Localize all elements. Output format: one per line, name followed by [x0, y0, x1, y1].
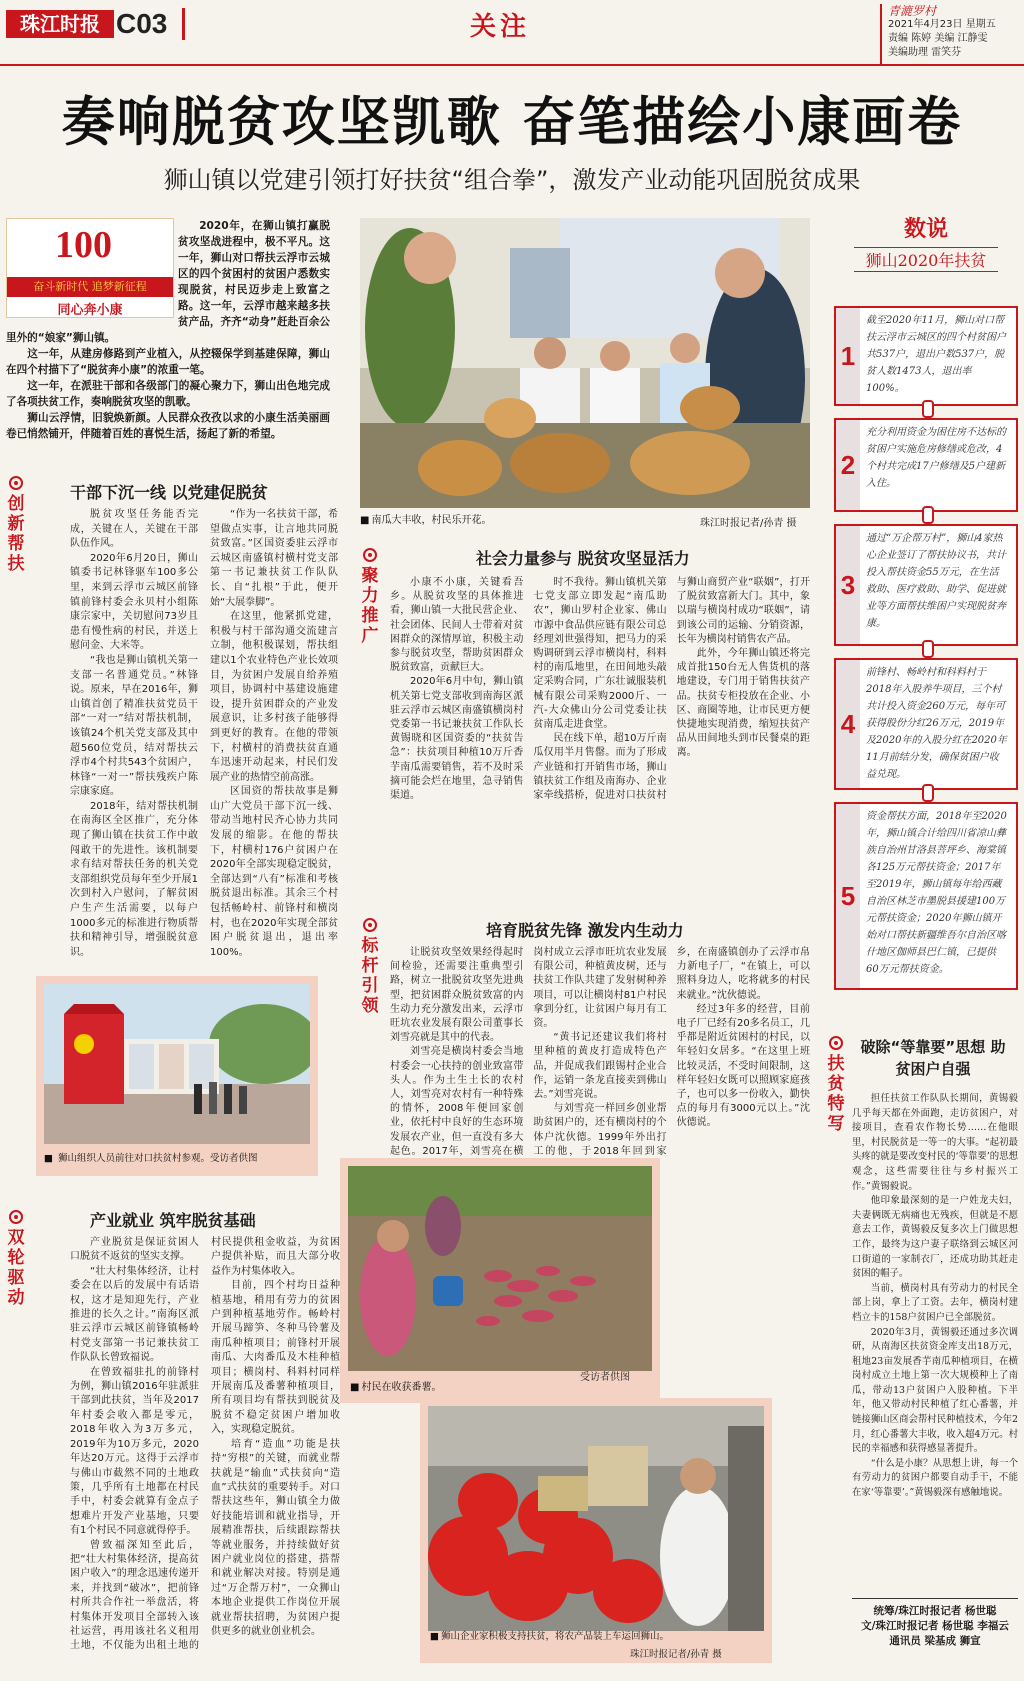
credits: [852, 1604, 1018, 1649]
section3-p3: “黄书记还建议我们将村里种植的黄皮打造成特色产品，并促成我们跟锡村企业合作，运销一条龙直接卖到佛山去。”刘雪亮说。: [533, 1032, 667, 1101]
intro-p1: 2020年，在狮山镇打赢脱贫攻坚战进程中，极不平凡。这一年，狮山对口帮扶云浮市云城区的四个贫困村的贫困户悉数实现脱贫，村民迈步走上致富之路。这一年，云浮市越来越多扶贫产品，齐齐“动身”赶赴百余公里外的“娘家”狮山镇。: [6, 220, 330, 344]
section3-p4: 与刘雪亮一样回乡创业帮助贫困户的，还有横岗村的个体户沈伙德。1999年外出打工的他，于2018年回到家乡，在南盛镇创办了云浮市帛力新电子厂，“在镇上，可以照料身边人，吃将就多的村民来就业。”沈伙德说。: [533, 947, 810, 1157]
section3-p5: 经过3年多的经营，目前电子厂已经有20多名员工，几乎都是附近贫困村的村民，以年轻妇女居多。“在这里上班比较灵活，不受时间限制，这样年轻妇女既可以照顾家庭孩子，也可以多一份收入，勤快点的每月有3000元以上。”沈伙德说。: [676, 1003, 810, 1129]
page-number: C03: [116, 8, 168, 39]
tag-dot-icon: [363, 918, 377, 932]
logo-caption: 同心奔小康: [57, 303, 123, 318]
data-item-number: 3: [836, 526, 860, 644]
data-item-text: 截至2020年11月，狮山对口帮扶云浮市云城区的四个村贫困户共537户，退出户数537户，脱贫人数1473人，退出率100%。: [866, 315, 1006, 394]
section4-p2: “壮大村集体经济，让村委会在以后的发展中有话语权，这才是知迎先行，产业推进的长久之计。”南海区派驻云浮市云城区前锋镇畅岭村党支部第一书记兼扶贫工作队队长曾致福说。: [70, 1265, 199, 1364]
signature: 青漉罗村: [888, 4, 937, 18]
intro-p3: 这一年，在派驻干部和各级部门的凝心聚力下，狮山出色地完成了各项扶贫工作，奏响脱贫攻坚的凯歌。: [6, 380, 330, 408]
photo3-caption: ■ 村民在收获番薯。: [350, 1381, 441, 1395]
section3-title: 培育脱贫先锋 激发内生动力: [486, 921, 684, 940]
pumpkin-harvest-image: [360, 218, 810, 508]
section1-p7: 区国资的帮扶故事是狮山广大党员干部下沉一线、带动当地村民齐心协力共同发展的缩影。在他的帮扶下，村横村176户贫困户在2020年全部实现稳定脱贫，全部达到“八有”标准和考核脱贫退出标准。其余三个村包括畅岭村、前锋村和横岗村，也在2020年实现全部贫困户脱贫退出，退出率100%。: [210, 786, 338, 958]
datapanel-title: 数说: [903, 216, 948, 242]
issue-date: 2021年4月23日 星期五: [888, 19, 996, 30]
tag-feature: [826, 1036, 846, 1134]
truck-loading-image: [428, 1406, 764, 1631]
section4-p3: 在曾致福驻扎的前锋村为例，狮山镇2016年驻派驻干部到此扶贫，当年及2017年村委会收入都是零元，2018年收入为3万多元，2019年为10万多元，2020年达20万元。这得于云浮市与佛山市截然不同的土地政策，几乎所有土地都在村民手中，村委会就算有金点子想难片开发产业基地，只要有1个村民不同意就得停手。: [70, 1366, 199, 1537]
section1-p6: 在这里，他紧抓党建，积极与村干部沟通交流建言立制，他积极谋划，帮扶组建以1个农业特色产业长效项目，为贫困户发展自给养殖项目，协调村中基建设施建设，提升贫困群众的产业发展意识，让多村孩子能够得到更好的教育。在他的带领下，村横村的消费扶贫直通车迅速开动起来，村民们发展产业的热情空前高涨。: [210, 611, 338, 783]
photo-truck-frame: [420, 1398, 772, 1663]
section5-p4: 2020年3月，黄锡毅还通过多次调研，从南海区扶贫资金库支出18万元，租地23亩发展香芋南瓜种植项目，在横岗村成立土地上第一次大规模种上了南瓜，带动13户贫困户入股种植。下半年，他又带动村民种植了红心番薯，并链接狮山区商会帮村民种植技术，今年2月，红心番薯大丰收，收入超4万元。村民的幸福感和获得感显著提升。: [852, 1326, 1018, 1455]
photo-pumpkin-harvest: [360, 218, 810, 508]
data-item-number: 2: [836, 420, 860, 510]
photo-sweet-potato-frame: [340, 1158, 660, 1403]
data-item-text: 充分利用资金为困住房不达标的贫困户实施危房修缮或危改，4个村共完成17户修缮及5户建新入住。: [866, 427, 1006, 489]
photo2-caption-text: 狮山组织人员前往对口扶贫村参观。: [58, 1153, 211, 1164]
section2-p2: 2020年6月中旬，狮山镇机关第七党支部收到南海区派驻云浮市云城区南盛镇横岗村党委第一书记兼扶贫工作队长黄锡晓和区国资委的“扶贫告急”：扶贫项目种植10万斤香芋南瓜需要销售，若不及时采摘可能会烂在地里，急寻销售渠道。: [390, 676, 524, 802]
credits-line2: 文/珠江时报记者 杨世聪 李福云: [861, 1620, 1009, 1632]
data-item-number: 1: [836, 308, 860, 404]
sweet-potato-image: [348, 1166, 652, 1371]
section2-p4: 民在线下单，超10万斤南瓜仅用半月售罄。而为了形成产业链和打开销售市场，狮山镇扶贫工作组及南海办、企业家牵线搭桥，促进对口扶贫村与狮山商贸产业“联姻”，打开了脱贫致富新大门。其中，象以瑞与横岗村成功“联姻”，请到该公司的运输、分销资源，长年为横岗村销售农产品。: [533, 577, 810, 802]
data-item-4: [834, 658, 1018, 790]
data-item-text: 前锋村、畅岭村和科料村于2018年入股养牛项目，三个村共计投入资金260万元，每年可获得股份分红26万元，2019年及2020年的入股分红在2020年11月前结分发，确保贫困户收益兑现。: [866, 667, 1007, 780]
section4-tag: 双轮驱动: [7, 1228, 25, 1308]
masthead-rule: [0, 64, 1024, 66]
meta-divider: [880, 4, 882, 64]
tag-dot-icon: [363, 548, 377, 562]
credits-line3: 通讯员 梁基成 狮宣: [889, 1635, 981, 1647]
intro-p4: 狮山云浮情，旧貌焕新颜。人民群众孜孜以求的小康生活美丽画卷已悄然铺开，伴随着百姓的喜悦生活，扬起了新的希望。: [6, 412, 330, 440]
tag-innovation: [6, 476, 26, 574]
paper-logo: 珠江时报: [6, 10, 114, 38]
section4-p4: 曾致福深知至此后，把“壮大村集体经济，提高贫困户收入”的理念迅速传递开来，并找到“破冰”，把前锋村所共合作社一举盘活，将村集体开发项目全部转入该社运营，再用该社名义租用土地，不仅能为出租土地的村民提供租金收益，为贫困户提供补贴，而且大部分收益作为村集体收入。: [70, 1237, 340, 1652]
section5-title: 破除“等靠要”思想 助贫困户自强: [860, 1038, 1006, 1078]
section4-p5: 目前，四个村均日益种植基地，稍用有劳力的贫困户到种植基地劳作。畅岭村开展马蹄笋、冬种马铃薯及南瓜种植项目；前锋村开展南瓜、大肉番瓜及木桂种植项目；横岗村、科料村同样开展南瓜及番薯种植项目，所有项目均有帮扶到脱贫及脱贫不稳定贫困户增加收入，实现稳定脱贫。: [211, 1280, 340, 1436]
data-item-number: 5: [836, 804, 860, 988]
visit-image: [44, 984, 310, 1144]
masthead-divider: [182, 8, 185, 40]
section1-text: [70, 508, 338, 966]
photo3-credit: 受访者供图: [580, 1372, 630, 1383]
section5-p5: “什么是小康？从思想上讲，每一个有劳动力的贫困户都要自动手干，不能在家‘等靠要’。”黄锡毅深有感触地说。: [852, 1457, 1018, 1499]
photo4-credit: 珠江时报记者/孙青 摄: [630, 1649, 722, 1660]
binder-ring-icon: [922, 640, 934, 658]
section4-title: 产业就业 筑牢脱贫基础: [90, 1211, 256, 1230]
page-meta: [888, 4, 1018, 60]
photo1-credit: 珠江时报记者/孙青 摄: [700, 518, 797, 529]
data-item-text: 资金帮扶方面，2018年至2020年，狮山镇合计给四川省凉山彝族自治州甘洛县菩坪乡、海棠镇各125万元帮扶资金；2017年至2019年，狮山镇每年给西藏自治区林芝市墨脱县援建100万元帮扶资金；2020年狮山镇开始对口帮扶新疆维吾尔自治区喀什地区伽师县巴仁镇，已提供60万元帮扶资金。: [866, 811, 1007, 975]
photo-visit-frame: [36, 976, 318, 1176]
photo1-caption: ■ 南瓜大丰收，村民乐开花。: [360, 514, 660, 528]
datapanel-subtitle: 狮山2020年扶贫: [854, 247, 998, 272]
section2-text: [390, 576, 810, 894]
section2-p5: 此外，今年狮山镇还将完成首批150台无人售货机的落地建设，专门用于销售扶贫产品。扶贫专柜投放在企业、小区、商圈等地，让市民更方便快捷地实现消费，缩短扶贫产品从田间地头到市民餐桌的距离。: [676, 648, 810, 759]
section5-text: [852, 1092, 1018, 1592]
section1-tag: 创新帮扶: [7, 494, 25, 574]
tag-dot-icon: [829, 1036, 843, 1050]
section2-p3: 时不我待。狮山镇机关第七党支部立即发起“南瓜助农”，狮山罗村企业家、佛山市源中食品供应链有限公司总经理刘世强得知，把马力的采购调研到云浮市横岗村，科料村的南瓜地里，在田间地头敲定采购合同，广东壮诚服装机械有限公司采购2000斤、一汽-大众佛山分公司党委让扶贫南瓜走进食堂。: [533, 577, 667, 731]
page-subhead: 狮山镇以党建引领打好扶贫“组合拳”，激发产业动能巩固脱贫成果: [163, 166, 861, 194]
tag-benchmark: [360, 918, 380, 1016]
section4-text: [70, 1236, 340, 1674]
section2-p1: 小康不小康，关键看吾乡。从脱贫攻坚的具体推进看，狮山镇一大批民营企业、社会团体、民间人士带着对贫困群众的深情厚谊，积极主动参与脱贫攻坚，帮助贫困群众脱贫致富，贡献巨大。: [390, 577, 524, 674]
section3-p1: 让脱贫攻坚效果经得起时间检验，还需要注重典型引路，树立一批脱贫攻坚先进典型，把贫困群众脱贫致富的内生动力充分激发出来，云浮市旺坑农业发展有限公司董事长刘雪亮就是其中的代表。: [390, 947, 524, 1044]
photo4-caption: ■ 狮山企业家积极支持扶贫，将农产品装上车运回狮山。: [430, 1630, 669, 1644]
binder-ring-icon: [922, 400, 934, 418]
logo-spacer: [6, 218, 178, 320]
centenary-number: 100: [55, 224, 112, 266]
section-name: 关注: [470, 12, 531, 42]
section3-p2: 刘雪亮是横岗村委会当地村委会一心扶持的创业致富带头人。作为土生土长的农村人，刘雪亮对农村有一种特殊的情怀，2008年便回家创业，依托村中良好的生态环境发展农产业，但一直没有多大起色。2017年，刘雪亮在横岗村成立云浮市旺坑农业发展有限公司，种植黄皮树，还与扶贫工作队共建了发射树种养项目，可以让横岗村81户村民拿到分红，让贫困户每月有工资。: [390, 947, 667, 1157]
data-item-text: 通过“万企帮万村”，狮山4家热心企业签订了帮扶协议书，共计投入帮扶资金55万元，在生活救助、医疗救助、助学、促进就业等方面帮扶维困户实现脱贫奔康。: [866, 533, 1006, 629]
section4-p6: 培育“造血”功能是扶持“穷根”的关键，而就业帮扶就是“输血”式扶贫向“造血”式扶贫的重要转手。对口帮扶这些年，狮山镇全力做好技能培训和就业指导，开展精准帮扶，后续跟踪帮扶等就业服务，并持续做好贫困户就业岗位的搭建，搭帮和就业解决对接。特别是通过“万企帮万村”，一众狮山本地企业提供工作岗位开展就业帮扶招聘，为贫困户提供更多的就业创业机会。: [211, 1438, 340, 1637]
section1-p2: 2020年6月20日，狮山镇委书记林锋驱车100多公里，来到云浮市云城区前锋镇前锋村委会永贝村小组陈康宗家中，关切慰问73岁且患有慢性病的村民，并送上慰问金、大米等。: [70, 552, 198, 652]
tag-dual-drive: [6, 1210, 26, 1308]
data-item-5: [834, 802, 1018, 990]
section5-p3: 当前，横岗村具有劳动力的村民全部上岗，拿上了工资。去年，横岗村建档立卡的158户贫困户已全部脱贫。: [852, 1282, 1018, 1323]
section4-p1: 产业脱贫是保证贫困人口脱贫不返贫的坚实支撑。: [70, 1237, 199, 1263]
binder-ring-icon: [922, 506, 934, 524]
credits-line1: 统筹/珠江时报记者 杨世聪: [873, 1605, 997, 1617]
section1-p4: 2018年，结对帮扶机制在南海区全区推广，充分体现了狮山镇在扶贫工作中敢闯敢干的先进性。该机制要求有结对帮扶任务的机关党支部组织党员每年至少开展1次到村入户慰问，了解贫困户生产生活需要，以每户1000多元的标准进行物质帮扶和精神引导，增强脱贫意识。: [70, 800, 198, 958]
intro-text: [6, 218, 330, 442]
data-item-3: [834, 524, 1018, 646]
section1-p3: “我也是狮山镇机关第一支部一名普通党员。”林锋说。原来，早在2016年，狮山镇首创了精准扶贫党员干部“一对一”结对帮扶机制，该镇24个机关党支部及其中超560位党员，结对帮扶云浮市4个村共543个贫困户，林锋“一对一”帮扶残疾户陈宗康家庭。: [70, 654, 198, 798]
binder-ring-icon: [922, 784, 934, 802]
section5-tag: 扶贫特写: [827, 1054, 845, 1134]
section5-p1: 担任扶贫工作队队长期间，黄锡毅几乎每天都在外面跑，走访贫困户，对接项目，查看农作物长势……在他眼里，村民脱贫是一等一的大事。“起初最头疼的就是要改变村民的‘等靠要’的思想观念，这些需要往往与乡村振兴工作。”黄锡毅说。: [852, 1093, 1018, 1192]
section1-p5: “作为一名扶贫干部，希望做点实事，让言地共同脱贫致富。”区国资委驻云浮市云城区南盛镇村横村党支部第一书记兼扶贫工作队队长、自“扎根”于此，便开始“大展拳脚”。: [210, 509, 338, 608]
photo2-credit: 受访者供图: [210, 1153, 258, 1164]
section2-title: 社会力量参与 脱贫攻坚显活力: [476, 549, 690, 568]
section5-p2: 他印象最深刻的是一户姓龙夫妇，夫妻俩既无病痛也无残疾，但就是不愿意去工作，黄锡毅反复多次上门做思想工作，最终为这户妻子联络到云城区河口街道的一家制衣厂，还成功助其赶走贫困的帽子。: [852, 1195, 1018, 1280]
tag-dot-icon: [9, 1210, 23, 1224]
photo2-caption: [44, 1152, 310, 1166]
tag-dot-icon: [9, 476, 23, 490]
section3-tag: 标杆引领: [361, 936, 379, 1016]
section1-p1: 脱贫攻坚任务能否完成，关键在人，关键在干部队伍作风。: [70, 509, 198, 550]
data-item-2: [834, 418, 1018, 512]
page-headline: 奏响脱贫攻坚凯歌 奋笔描绘小康画卷: [61, 91, 963, 153]
tag-promotion: [360, 548, 380, 646]
data-item-number: 4: [836, 660, 860, 788]
data-item-1: [834, 306, 1018, 406]
section2-tag: 聚力推广: [361, 566, 379, 646]
editor-line: 责编 陈婷 美编 江静雯: [888, 33, 988, 44]
logo-slogan: 奋斗新时代 追梦新征程: [7, 277, 173, 297]
section1-title: 干部下沉一线 以党建促脱贫: [70, 483, 268, 502]
credits-rule: [852, 1598, 1018, 1599]
intro-p2: 这一年，从建房修路到产业植入，从控辍保学到基建保障，狮山在四个村描下了“脱贫奔小康”的浓重一笔。: [6, 348, 330, 376]
assistant-line: 美编助理 雷笑芬: [888, 47, 962, 58]
